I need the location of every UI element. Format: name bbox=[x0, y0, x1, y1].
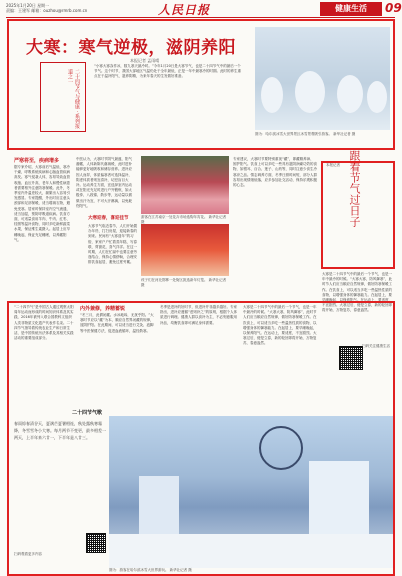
lantern-caption: 孩子们在河北邯郸一处街区挑选新年灯笼。 新华社记者 摄 bbox=[141, 278, 227, 287]
col7-text: 冬季是进补的好时节，但进补并非越多越好。专家指出，进补应遵循“虚则补之”的原则，根据个人体质进行调理。健康人群以食补为主，不必刻意服用补品，均衡饮食即可满足身体需要。 bbox=[160, 305, 238, 325]
col6-text: “冬三月，此谓闭藏。水冰地坼，无扰乎阳。”大寒时节应以“藏”为本，顺应自然界闭藏的规律，敛阴护阳。在此期间，可以适当进行艾灸、泡脚等中医保健方法，促进血液循环，温经散寒。 bbox=[80, 313, 154, 333]
page-number: 09 bbox=[385, 1, 402, 15]
ice-photo-caption: 图为：游客在哈尔滨冰雪大世界游玩。 新华社记者 摄 bbox=[109, 568, 192, 572]
dingliu-author: 本报记者 bbox=[326, 163, 340, 167]
masthead-editor: 责编：王建军 邮箱：ouzhou@rmrb.com.cn bbox=[6, 8, 88, 13]
masthead-date: 2025年1月20日 星期一 bbox=[6, 3, 50, 8]
series-label: 二十四节气与健康 · 系列报道之一 bbox=[67, 69, 80, 129]
newspaper-logo: 人民日报 bbox=[158, 3, 211, 17]
qr-ad-label: 扫码关注健康生活 bbox=[362, 344, 390, 348]
highlight-frame-bottom bbox=[7, 301, 395, 576]
dingliu-vertical-title: 跟着节气过日子 bbox=[348, 150, 361, 227]
col3-text: 大寒节气临近春节，人们开始置办年货、打扫房屋，迎接新春的到来。民间有“大寒迎年”的习俗，家家户户忙着蒸年糕、写春联、剪窗花，喜气洋洋。在这一时期，人们在忙碌中也要注意劳逸结合，保持心情舒畅，合理安排饮食起居，避免过度劳累。 bbox=[88, 224, 137, 265]
col8-text: 大寒是二十四节气中的最后一个节气，也是一年中最冷的时候。“大寒大寒，防风御寒”，此时节人们应当顺应自然规律，做好防寒保暖工作。在饮食上，可以适当多吃一些温热性质的食物，以增强身体的御寒能力。在起居上，要早睡晚起，以保养阳气。在运动上，要适度，不宜剧烈。大寒过后，便是立春，新的轮回即将开始，万物复苏，春意盎然。 bbox=[243, 305, 317, 346]
qr-song-label: 扫码观看更多内容 bbox=[14, 552, 42, 556]
highlight-frame-right bbox=[321, 161, 395, 269]
section-tag: 健康生活 bbox=[320, 2, 382, 16]
lead-intro: “小寒大寒冻作冰，数九寒天最冷时。”今年1月20日是大寒节气，也是二十四节气中的最后一个节气。这个时节，我国大部地区气温仍处于全年最低，正是一年中最寒冷的时期。此时的养生重点在于温补阳气、滋养阴精，为来年春天的生发做好准备。 bbox=[94, 64, 241, 79]
lead-headline: 大寒：寒气逆极，滋阴养阳 bbox=[26, 38, 236, 58]
col4-text: 专家建议，大寒时节要特别重视“藏”，即藏精养神、固护阳气。饮食上可以多吃一些具有滋阴润燥功效的食物，如银耳、百合、莲子、山药等，同时注意少食生冷寒凉之品。情志调养方面，冬季日照时间短，部分人群容易出现情绪低落，应多参加社交活动，保持乐观积极的心态。 bbox=[233, 157, 317, 188]
col2-text: 中医认为，大寒时节阴气最盛，阳气潜藏，人体新陈代谢减缓，此时进补能够更好地吸收和储存营养。进补应因人而异，体质偏寒者可选择温补，阴虚体质者则宜清补，切忌盲目大补。运动养生方面，宜选择室内运动或在阳光充足时进行户外锻炼，如太极拳、八段锦、散步等，运动量以微微出汗为宜，不可大汗淋漓，以免耗伤阳气。 bbox=[76, 157, 132, 208]
col6-heading: 内外兼修，养精蓄锐 bbox=[80, 306, 126, 312]
flower-market-photo bbox=[141, 156, 229, 214]
snow-photo-caption: 图为：哈尔滨冰雪大世界景区冰雪景观吸引游客。 新华社记者 摄 bbox=[255, 132, 356, 136]
solar-terms-song-title: 二十四节气歌 bbox=[72, 410, 103, 416]
col1-heading: 严寒将至，疾病增多 bbox=[14, 158, 60, 164]
dingliu-text: 大寒是二十四节气中的最后一个节气，也是一年中最冷的时候。“大寒大寒，防风御寒”，此时节人们应当顺应自然规律，做好防寒保暖工作。在饮食上，可以适当多吃一些温热性质的食物，以增强身体的御寒能力。在起居上，要早睡晚起，以保养阳气。在运动上，要适度，不宜剧烈。大寒过后，便是立春，新的轮回即将开始，万物复苏，春意盎然。 bbox=[322, 272, 393, 313]
col5-text: “二十四节气”是中国古人通过观察太阳周年运动而形成的时间知识体系及其实践，2016年被列入联合国教科文组织人类非物质文化遗产代表作名录。二十四节气指导着传统农业生产和日常生活，是中国传统历法体系及其相关实践活动的重要组成部分。 bbox=[14, 305, 74, 341]
col3-heading: 大寒迎春，喜迎佳节 bbox=[88, 216, 129, 221]
solar-terms-song-text: 春雨惊春清谷天，夏满芒夏暑相连，秋处露秋寒霜降，冬雪雪冬小大寒。每月两节不变更，最多相差一两天，上半年来六廿一，下半年是八廿三。 bbox=[14, 421, 106, 440]
lantern-photo bbox=[141, 224, 229, 276]
lead-byline: 本报记者 孟雨晴 bbox=[130, 58, 160, 63]
col1-text: 据专家介绍，大寒前后气温低、寒冷干燥，呼吸系统疾病和心脑血管疾病高发。寒气侵袭人体，容易导致血管收缩、血压升高，老年人和慢性病患者需要格外注意防寒保暖。此外，冬季室内外温差较大，频繁出入容易引发感冒。专家提醒，外出时应注意头颈部和足部保暖，适当增减衣物，避免受寒。居家时保持室内空气流通，适当加湿，预防呼吸道疾病。饮食方面，可适量食用羊肉、牛肉、红枣、桂圆等温补食物，同时多吃新鲜蔬菜水果，保证维生素摄入。起居上应早睡晚起，保证充足睡眠，以养藏阳气。 bbox=[14, 165, 70, 242]
flower-caption: 游客在江苏南京一处花卉市场选购年宵花。 新华社记者 摄 bbox=[141, 215, 227, 224]
masthead-meta bbox=[6, 3, 87, 13]
highlight-frame-top bbox=[7, 19, 395, 150]
top-rule bbox=[6, 17, 395, 18]
